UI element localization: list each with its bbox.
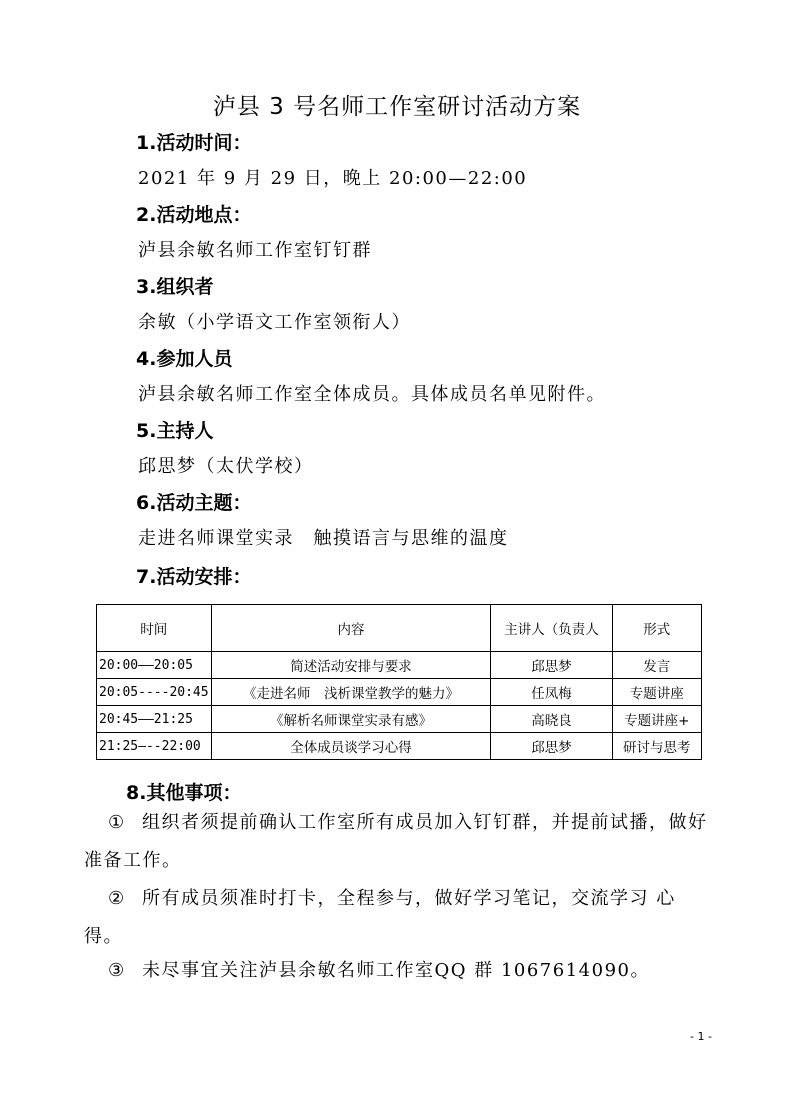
section-heading-organizer: 3.组织者 (136, 276, 214, 298)
item-marker: ① (108, 812, 126, 833)
cell-speaker: 邱思梦 (491, 652, 612, 679)
header-speaker: 主讲人（负责人 (491, 605, 612, 652)
section-heading-schedule: 7.活动安排： (136, 566, 252, 588)
item-text: 组织者须提前确认工作室所有成员加入钉钉群，并提前试播，做好准备工作。 (84, 812, 708, 871)
page-number: - 1 - (690, 1030, 712, 1043)
item-text: 未尽事宜关注泸县余敏名师工作室QQ 群 1067614090。 (142, 960, 650, 981)
section-heading-other: 8.其他事项： (126, 782, 242, 804)
cell-form: 专题讲座 (612, 679, 701, 706)
section-body-host: 邱思梦（太伏学校） (138, 456, 314, 477)
section-body-theme: 走进名师课堂实录 触摸语言与思维的温度 (138, 528, 509, 549)
section-heading-theme: 6.活动主题： (136, 492, 252, 514)
cell-speaker: 邱思梦 (491, 733, 612, 760)
header-form: 形式 (612, 605, 701, 652)
cell-speaker: 任凤梅 (491, 679, 612, 706)
cell-content: 《走进名师 浅析课堂教学的魅力》 (211, 679, 491, 706)
cell-content: 简述活动安排与要求 (211, 652, 491, 679)
schedule-table (96, 604, 702, 760)
cell-content: 《解析名师课堂实录有感》 (211, 706, 491, 733)
item-text: 所有成员须准时打卡，全程参与，做好学习笔记，交流学习 心得。 (84, 888, 676, 947)
cell-form: 发言 (612, 652, 701, 679)
section-body-time: 2021 年 9 月 29 日，晚上 20:00—22:00 (138, 168, 528, 189)
document-title: 泸县 3 号名师工作室研讨活动方案 (212, 94, 582, 120)
section-heading-host: 5.主持人 (136, 420, 214, 442)
section-body-organizer: 余敏（小学语文工作室领衔人） (138, 312, 411, 333)
cell-time: 21:25—--22:00 (97, 733, 212, 760)
cell-speaker: 高晓良 (491, 706, 612, 733)
cell-time: 20:05----20:45 (97, 679, 212, 706)
header-time: 时间 (97, 605, 212, 652)
cell-time: 20:00——20:05 (97, 652, 212, 679)
list-item (84, 952, 714, 990)
cell-form: 研讨与思考 (612, 733, 701, 760)
item-marker: ③ (108, 960, 126, 981)
table-row (97, 679, 702, 706)
cell-content: 全体成员谈学习心得 (211, 733, 491, 760)
table-row (97, 733, 702, 760)
section-body-participants: 泸县余敏名师工作室全体成员。具体成员名单见附件。 (138, 384, 606, 405)
header-content: 内容 (211, 605, 491, 652)
section-heading-time: 1.活动时间： (136, 132, 252, 154)
section-body-location: 泸县余敏名师工作室钉钉群 (138, 240, 372, 261)
table-row (97, 652, 702, 679)
table-header-row (97, 605, 702, 652)
cell-form: 专题讲座+ (612, 706, 701, 733)
list-item (84, 880, 714, 956)
section-heading-location: 2.活动地点： (136, 204, 252, 226)
item-marker: ② (108, 888, 126, 909)
cell-time: 20:45——21:25 (97, 706, 212, 733)
list-item (84, 804, 714, 880)
section-heading-participants: 4.参加人员 (136, 348, 233, 370)
table-row (97, 706, 702, 733)
